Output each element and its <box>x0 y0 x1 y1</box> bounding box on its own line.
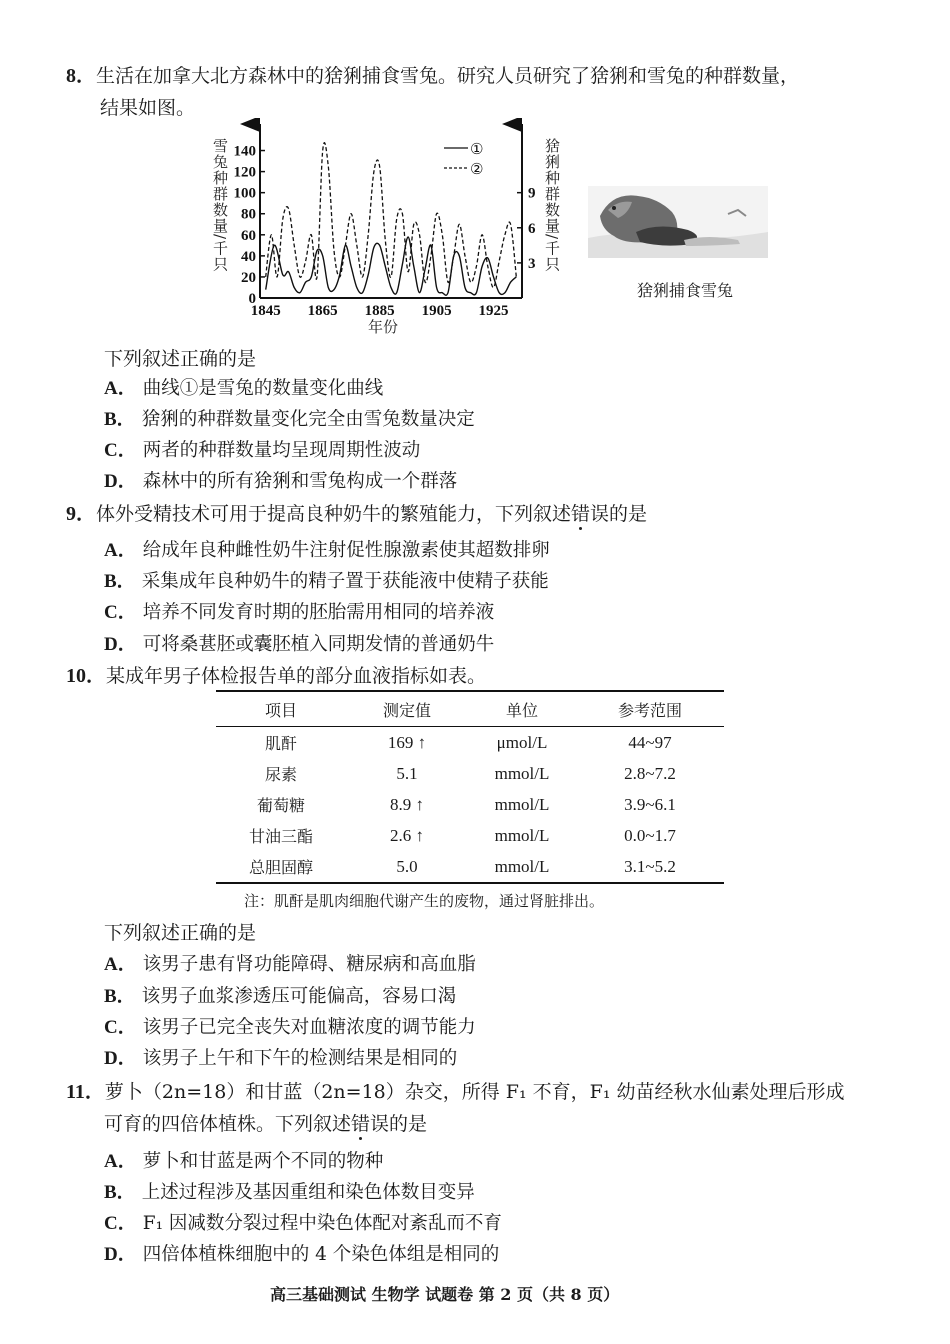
x-tick-label: 1865 <box>307 303 338 319</box>
table-cell-unit: mmol/L <box>494 763 550 783</box>
table-cell-item: 肌酐 <box>264 734 297 753</box>
table-header-cell: 参考范围 <box>617 700 682 720</box>
table-header-cell: 单位 <box>505 700 538 720</box>
table-cell-value: 169 ↑ <box>387 732 427 752</box>
q10-prompt: 下列叙述正确的是 <box>104 922 257 944</box>
y-left-tick-label: 140 <box>233 143 256 160</box>
q8-option-d[interactable]: D． 森林中的所有猞猁和雪兔构成一个群落 <box>104 471 458 492</box>
q11-emphasis-char: 错 <box>351 1113 371 1135</box>
y-left-tick-label: 100 <box>233 185 256 202</box>
y-left-axis-label: 雪兔种群数量/千只 <box>211 138 229 273</box>
table-cell-range: 2.8~7.2 <box>624 763 676 783</box>
q10-number: 10． <box>66 665 106 687</box>
table-cell-value: 8.9 ↑ <box>390 794 424 814</box>
table-row <box>216 789 724 820</box>
x-axis-label: 年份 <box>367 318 399 336</box>
table-cell-range: 3.1~5.2 <box>624 856 676 876</box>
q9-option-c[interactable]: C． 培养不同发育时期的胚胎需用相同的培养液 <box>104 602 495 623</box>
table-cell-range: 3.9~6.1 <box>624 794 676 814</box>
table-header-cell: 项目 <box>264 700 297 720</box>
x-tick-label: 1905 <box>421 303 452 319</box>
y-left-tick-label: 120 <box>233 164 256 181</box>
chart-legend <box>444 140 483 178</box>
q8-stem-line1: 8．生活在加拿大北方森林中的猞猁捕食雪兔。研究人员研究了猞猁和雪兔的种群数量， <box>66 65 800 87</box>
y-right-ticks <box>517 186 536 272</box>
q11-stem-line1: 11．萝卜（2n=18）和甘蓝（2n=18）杂交，所得 F₁ 不育，F₁ 幼苗经秋水仙素处理后形成 <box>66 1081 845 1103</box>
q9-option-d[interactable]: D． 可将桑葚胚或囊胚植入同期发情的普通奶牛 <box>104 634 495 655</box>
q11-stem-line2: 可育的四倍体植株。下列叙述错误的是 <box>104 1113 428 1135</box>
photo-caption: 猞猁捕食雪兔 <box>637 281 734 300</box>
q10-option-b[interactable]: B． 该男子血浆渗透压可能偏高，容易口渴 <box>104 986 457 1007</box>
table-row <box>216 758 724 789</box>
x-tick-label: 1845 <box>250 303 281 319</box>
table-cell-value: 2.6 ↑ <box>390 825 424 845</box>
table-cell-value: 5.0 <box>396 856 418 876</box>
q8-prompt: 下列叙述正确的是 <box>104 348 257 370</box>
table-bottom-rule <box>216 882 724 884</box>
q9-option-a[interactable]: A． 给成年良种雌性奶牛注射促性腺激素使其超数排卵 <box>104 540 550 561</box>
q8-option-b[interactable]: B． 猞猁的种群数量变化完全由雪兔数量决定 <box>104 409 475 430</box>
legend-entry-1: ① <box>470 140 484 158</box>
q10-option-d[interactable]: D． 该男子上午和下午的检测结果是相同的 <box>104 1048 458 1069</box>
q10-option-a[interactable]: A． 该男子患有肾功能障碍、糖尿病和高血脂 <box>104 954 476 975</box>
blood-test-table <box>216 692 724 882</box>
q11-option-d[interactable]: D． 四倍体植株细胞中的 4 个染色体组是相同的 <box>104 1244 500 1265</box>
table-cell-item: 尿素 <box>264 765 297 784</box>
table-cell-range: 44~97 <box>628 732 672 752</box>
page-footer: 高三基础测试 生物学 试题卷 第 2 页（共 8 页） <box>270 1285 620 1304</box>
q9-option-b[interactable]: B． 采集成年良种奶牛的精子置于获能液中使精子获能 <box>104 571 549 592</box>
table-cell-item: 甘油三酯 <box>248 827 313 846</box>
q11-option-c[interactable]: C． F₁ 因减数分裂过程中染色体配对紊乱而不育 <box>104 1213 502 1234</box>
q9-emphasis-char: 错 <box>571 503 591 525</box>
y-left-tick-label: 40 <box>241 248 256 265</box>
q8-option-c[interactable]: C． 两者的种群数量均呈现周期性波动 <box>104 440 421 461</box>
blood-test-table-wrap <box>216 690 724 884</box>
y-right-tick-label: 6 <box>528 220 536 237</box>
q8-number: 8． <box>66 65 96 87</box>
q10-stem: 10．某成年男子体检报告单的部分血液指标如表。 <box>66 665 487 687</box>
table-row <box>216 820 724 851</box>
table-row <box>216 851 724 882</box>
table-cell-range: 0.0~1.7 <box>624 825 676 845</box>
y-left-tick-label: 60 <box>241 227 256 244</box>
table-cell-unit: μmol/L <box>496 732 548 752</box>
table-row <box>216 727 724 759</box>
y-right-tick-label: 9 <box>528 185 536 202</box>
table-header-cell: 测定值 <box>382 700 431 720</box>
y-right-axis-label: 猞猁种群数量/千只 <box>543 138 561 273</box>
y-left-tick-label: 20 <box>241 269 256 286</box>
table-cell-item: 总胆固醇 <box>248 858 313 877</box>
table-cell-unit: mmol/L <box>494 825 550 845</box>
q11-option-a[interactable]: A． 萝卜和甘蓝是两个不同的物种 <box>104 1151 384 1172</box>
lynx-hare-photo <box>588 186 768 258</box>
y-left-tick-label: 0 <box>248 291 256 307</box>
table-cell-value: 5.1 <box>396 763 418 783</box>
q10-option-c[interactable]: C． 该男子已完全丧失对血糖浓度的调节能力 <box>104 1017 476 1038</box>
table-cell-unit: mmol/L <box>494 794 550 814</box>
y-left-tick-label: 80 <box>241 206 256 223</box>
table-header-row <box>216 692 724 727</box>
q9-number: 9． <box>66 503 96 525</box>
population-chart <box>200 118 580 340</box>
series-1-line <box>266 237 517 295</box>
x-ticks <box>251 303 509 319</box>
legend-entry-2: ② <box>470 160 484 178</box>
q11-option-b[interactable]: B． 上述过程涉及基因重组和染色体数目变异 <box>104 1182 475 1203</box>
q9-stem: 9．体外受精技术可用于提高良种奶牛的繁殖能力，下列叙述错误的是 <box>66 503 648 525</box>
q8-stem-line2: 结果如图。 <box>100 97 196 119</box>
q8-option-a[interactable]: A． 曲线①是雪兔的数量变化曲线 <box>104 378 384 399</box>
table-note: 注：肌酐是肌肉细胞代谢产生的废物，通过肾脏排出。 <box>244 892 605 910</box>
x-tick-label: 1925 <box>478 303 509 319</box>
table-cell-item: 葡萄糖 <box>256 796 305 815</box>
table-cell-unit: mmol/L <box>494 856 550 876</box>
lynx-hare-photo-drawing <box>588 186 768 258</box>
q11-number: 11． <box>66 1081 105 1103</box>
x-tick-label: 1885 <box>364 303 395 319</box>
y-right-tick-label: 3 <box>528 255 536 272</box>
